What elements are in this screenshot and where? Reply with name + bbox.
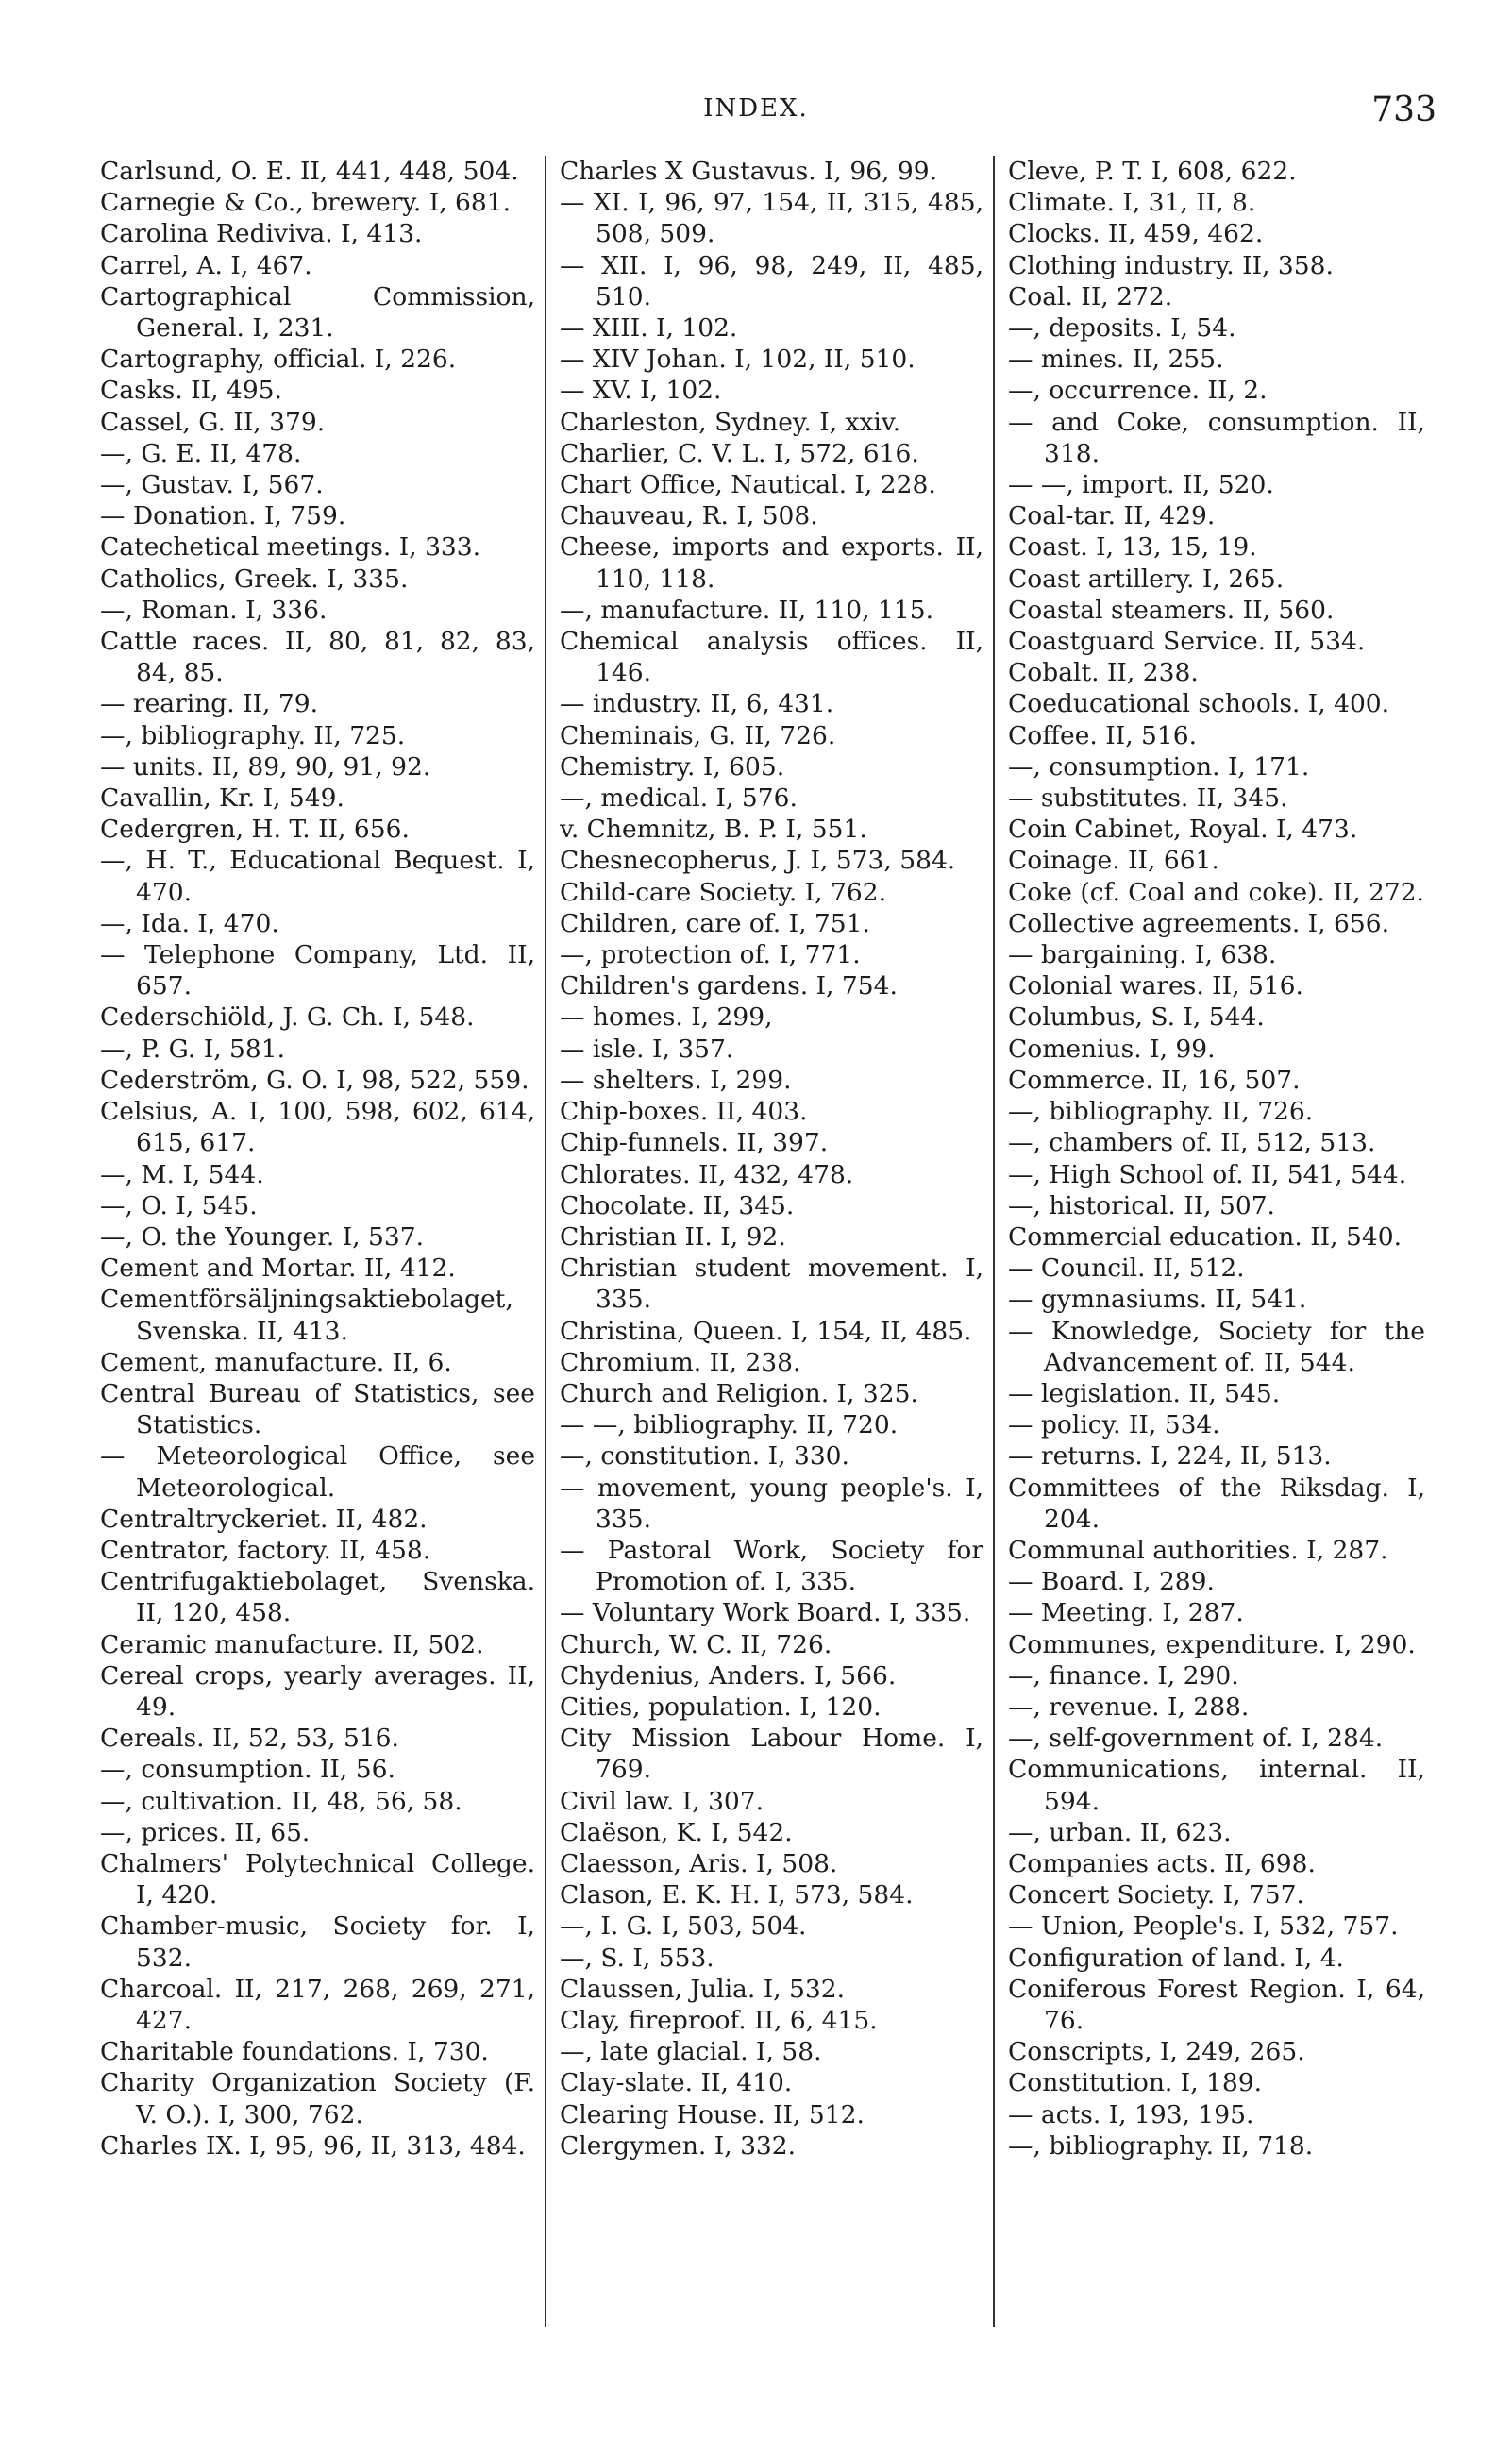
index-entry: — homes. I, 299, [560, 1002, 773, 1033]
index-entry: Coniferous Forest Region. I, 64, 76. [1008, 1974, 1425, 2035]
index-entry: Coastal steamers. II, 560. [1008, 595, 1335, 625]
index-entry: Cement and Mortar. II, 412. [100, 1254, 456, 1284]
index-entry: — Donation. I, 759. [100, 501, 346, 531]
index-entry: Ceramic manufacture. II, 502. [100, 1629, 484, 1659]
index-entry: Chlorates. II, 432, 478. [560, 1159, 854, 1189]
index-entry: — —, bibliography. II, 720. [560, 1410, 899, 1440]
index-entry: — bargaining. I, 638. [1008, 940, 1277, 970]
index-entry: —, consumption. II, 56. [100, 1755, 395, 1785]
index-entry: Cartography, official. I, 226. [100, 345, 457, 375]
index-entry: —, revenue. I, 288. [1008, 1691, 1250, 1722]
index-entry: Communal authorities. I, 287. [1008, 1535, 1388, 1565]
index-entry: Chocolate. II, 345. [560, 1190, 795, 1220]
index-entry: — policy. II, 534. [1008, 1410, 1220, 1440]
index-entry: Carrel, A. I, 467. [100, 250, 312, 280]
index-entry: Child-care Society. I, 762. [560, 877, 887, 907]
index-entry: —, G. E. II, 478. [100, 438, 302, 468]
index-entry: Cartographical Commission, General. I, 231. [100, 281, 535, 344]
index-entry: — Council. II, 512. [1008, 1254, 1245, 1284]
index-entry: Centraltryckeriet. II, 482. [100, 1504, 428, 1534]
index-entry: Coast. I, 13, 15, 19. [1008, 532, 1257, 563]
index-entry: Climate. I, 31, II, 8. [1008, 188, 1256, 218]
index-entry: Chalmers' Polytechnical College. I, 420. [100, 1848, 535, 1910]
index-entry: —, occurrence. II, 2. [1008, 376, 1268, 406]
index-entry: Casks. II, 495. [100, 376, 282, 406]
index-entry: — movement, young people's. I, 335. [560, 1473, 983, 1534]
index-entry: Charles X Gustavus. I, 96, 99. [560, 157, 938, 186]
index-entry: Commerce. II, 16, 507. [1008, 1065, 1301, 1095]
index-entry: Chamber-music, Society for. I, 532. [100, 1911, 535, 1973]
index-entry: — Telephone Company, Ltd. II, 657. [100, 940, 535, 1001]
index-entry: Claussen, Julia. I, 532. [560, 1974, 846, 2004]
index-entry: —, deposits. I, 54. [1008, 313, 1236, 344]
index-entry: Cleve, P. T. I, 608, 622. [1008, 157, 1297, 186]
index-entry: Coastguard Service. II, 534. [1008, 627, 1366, 657]
index-entry: — shelters. I, 299. [560, 1065, 792, 1095]
index-entry: — substitutes. II, 345. [1008, 783, 1288, 814]
index-entry: Coin Cabinet, Royal. I, 473. [1008, 815, 1358, 845]
index-entry: —, S. I, 553. [560, 1943, 714, 1973]
index-entry: — XI. I, 96, 97, 154, II, 315, 485, 508, 509. [560, 188, 983, 249]
index-entry: Coinage. II, 661. [1008, 846, 1219, 876]
page-title: INDEX. [703, 94, 809, 123]
index-entry: Cheese, imports and exports. II, 110, 118. [560, 532, 983, 594]
index-entry: Clay, fireproof. II, 6, 415. [560, 2005, 878, 2035]
index-entry: — Pastoral Work, Society for Promotion of. I, 335. [560, 1535, 983, 1597]
index-entry: Cheminais, G. II, 726. [560, 720, 836, 750]
index-entry: Clay-slate. II, 410. [560, 2068, 793, 2098]
index-entry: Charity Organization Society (F. V. O.). I, 300, 762. [100, 2068, 535, 2129]
index-entry: Chromium. II, 238. [560, 1347, 801, 1377]
index-entry: Centrifugaktiebolaget, Svenska. II, 120, 458. [100, 1567, 535, 1628]
index-entry: —, prices. II, 65. [100, 1817, 311, 1847]
index-entry: Cedergren, H. T. II, 656. [100, 815, 410, 845]
index-entry: Columbus, S. I, 544. [1008, 1002, 1265, 1033]
index-entry: —, constitution. I, 330. [560, 1441, 849, 1472]
index-entry: —, bibliography. II, 725. [100, 720, 406, 750]
index-entry: — Voluntary Work Board. I, 335. [560, 1598, 971, 1628]
index-entry: Carlsund, O. E. II, 441, 448, 504. [100, 157, 519, 186]
index-entry: Cattle races. II, 80, 81, 82, 83, 84, 85. [100, 627, 535, 688]
index-entry: Catechetical meetings. I, 333. [100, 532, 481, 563]
index-entry: Charitable foundations. I, 730. [100, 2037, 489, 2067]
index-entry: — legislation. II, 545. [1008, 1378, 1281, 1408]
index-entry: —, finance. I, 290. [1008, 1660, 1239, 1691]
index-entry: —, O. the Younger. I, 537. [100, 1221, 425, 1252]
index-entry: Chesnecopherus, J. I, 573, 584. [560, 846, 956, 876]
index-entry: Chip-boxes. II, 403. [560, 1097, 808, 1127]
index-entry: Colonial wares. II, 516. [1008, 971, 1303, 1001]
index-entry: Cavallin, Kr. I, 549. [100, 783, 344, 814]
index-entry: Chydenius, Anders. I, 566. [560, 1660, 897, 1691]
index-entry: Comenius. I, 99. [1008, 1034, 1216, 1064]
index-entry: Committees of the Riksdag. I, 204. [1008, 1473, 1425, 1534]
index-entry: Cementförsäljningsaktiebolaget, Svenska. II, 413. [100, 1285, 513, 1346]
index-entry: — gymnasiums. II, 541. [1008, 1285, 1307, 1315]
index-entry: Coeducational schools. I, 400. [1008, 689, 1390, 719]
index-entry: Collective agreements. I, 656. [1008, 908, 1389, 938]
index-entry: Communes, expenditure. I, 290. [1008, 1629, 1416, 1659]
index-entry: v. Chemnitz, B. P. I, 551. [560, 815, 867, 845]
page-number: 733 [1371, 91, 1436, 129]
index-entry: Cement, manufacture. II, 6. [100, 1347, 452, 1377]
index-entry: Conscripts, I, 249, 265. [1008, 2037, 1305, 2067]
index-entry: — —, import. II, 520. [1008, 470, 1274, 500]
index-entry: Constitution. I, 189. [1008, 2068, 1263, 2098]
index-entry: Coke (cf. Coal and coke). II, 272. [1008, 877, 1424, 907]
index-entry: Central Bureau of Statistics, see Statistics. [100, 1378, 535, 1440]
index-entry: —, Gustav. I, 567. [100, 470, 324, 500]
index-entry: Chip-funnels. II, 397. [560, 1128, 829, 1158]
index-entry: — returns. I, 224, II, 513. [1008, 1441, 1332, 1472]
index-entry: Clothing industry. II, 358. [1008, 250, 1334, 280]
index-entry: Church, W. C. II, 726. [560, 1629, 832, 1659]
index-entry: Commercial education. II, 540. [1008, 1221, 1402, 1252]
index-entry: —, I. G. I, 503, 504. [560, 1911, 807, 1942]
index-entry: Children, care of. I, 751. [560, 908, 870, 938]
index-entry: Cassel, G. II, 379. [100, 407, 326, 437]
index-entry: Cereal crops, yearly averages. II, 49. [100, 1660, 535, 1722]
index-entry: — Knowledge, Society for the Advancement of. II, 544. [1008, 1316, 1425, 1377]
index-entry: Christian student movement. I, 335. [560, 1254, 983, 1315]
running-head [0, 91, 1512, 142]
index-entry: —, High School of. II, 541, 544. [1008, 1159, 1407, 1189]
index-entry: Cobalt. II, 238. [1008, 658, 1199, 688]
index-entry: Carolina Rediviva. I, 413. [100, 219, 423, 249]
index-entry: —, protection of. I, 771. [560, 940, 861, 970]
index-entry: Charleston, Sydney. I, xxiv. [560, 407, 901, 437]
index-entry: Claëson, K. I, 542. [560, 1817, 793, 1847]
index-entry: Children's gardens. I, 754. [560, 971, 898, 1001]
index-entry: — XIII. I, 102. [560, 313, 738, 344]
index-entry: —, H. T., Educational Bequest. I, 470. [100, 846, 535, 907]
index-entry: Chemistry. I, 605. [560, 751, 785, 782]
index-entry: Chemical analysis offices. II, 146. [560, 627, 983, 688]
index-entry: Configuration of land. I, 4. [1008, 1943, 1344, 1973]
index-entry: — and Coke, consumption. II, 318. [1008, 407, 1425, 468]
index-entry: Claesson, Aris. I, 508. [560, 1848, 838, 1878]
index-entry: Cederschiöld, J. G. Ch. I, 548. [100, 1002, 475, 1033]
index-entry: — XII. I, 96, 98, 249, II, 485, 510. [560, 250, 983, 311]
index-entry: — XIV Johan. I, 102, II, 510. [560, 345, 916, 375]
index-entry: — Union, People's. I, 532, 757. [1008, 1911, 1399, 1942]
index-column-3 [993, 156, 1435, 2327]
index-entry: Coffee. II, 516. [1008, 720, 1198, 750]
index-entry: —, cultivation. II, 48, 56, 58. [100, 1786, 462, 1816]
index-entry: Church and Religion. I, 325. [560, 1378, 918, 1408]
index-entry: —, O. I, 545. [100, 1190, 258, 1220]
index-entry: — Meteorological Office, see Meteorological. [100, 1441, 535, 1503]
index-entry: —, chambers of. II, 512, 513. [1008, 1128, 1376, 1158]
index-entry: Carnegie & Co., brewery. I, 681. [100, 188, 512, 218]
index-entry: Christian II. I, 92. [560, 1221, 786, 1252]
index-entry: —, historical. II, 507. [1008, 1190, 1275, 1220]
index-entry: —, Roman. I, 336. [100, 595, 328, 625]
index-entry: —, medical. I, 576. [560, 783, 798, 814]
index-entry: — industry. II, 6, 431. [560, 689, 834, 719]
index-columns [94, 156, 1435, 2327]
index-entry: — isle. I, 357. [560, 1034, 734, 1064]
index-entry: Charlier, C. V. L. I, 572, 616. [560, 438, 919, 468]
index-entry: Clason, E. K. H. I, 573, 584. [560, 1880, 914, 1910]
index-entry: —, manufacture. II, 110, 115. [560, 595, 933, 625]
index-entry: Christina, Queen. I, 154, II, 485. [560, 1316, 972, 1346]
index-entry: — Board. I, 289. [1008, 1567, 1215, 1597]
index-entry: —, urban. II, 623. [1008, 1817, 1232, 1847]
index-entry: Coal. II, 272. [1008, 281, 1173, 311]
index-entry: Chart Office, Nautical. I, 228. [560, 470, 936, 500]
index-entry: City Mission Labour Home. I, 769. [560, 1724, 983, 1785]
index-entry: —, bibliography. II, 718. [1008, 2130, 1314, 2161]
index-entry: — mines. II, 255. [1008, 345, 1224, 375]
index-entry: —, late glacial. I, 58. [560, 2037, 822, 2067]
index-entry: — XV. I, 102. [560, 376, 722, 406]
index-entry: Cities, population. I, 120. [560, 1691, 882, 1722]
index-entry: —, Ida. I, 470. [100, 908, 279, 938]
index-entry: —, self-government of. I, 284. [1008, 1724, 1384, 1754]
index-entry: —, M. I, 544. [100, 1159, 264, 1189]
index-entry: — units. II, 89, 90, 91, 92. [100, 751, 431, 782]
index-entry: Cederström, G. O. I, 98, 522, 559. [100, 1065, 529, 1095]
index-entry: Coal-tar. II, 429. [1008, 501, 1216, 531]
index-entry: Clocks. II, 459, 462. [1008, 219, 1264, 249]
index-entry: — rearing. II, 79. [100, 689, 319, 719]
index-entry: Chauveau, R. I, 508. [560, 501, 818, 531]
index-entry: Concert Society. I, 757. [1008, 1880, 1304, 1910]
index-entry: Charcoal. II, 217, 268, 269, 271, 427. [100, 1974, 535, 2035]
index-entry: Clearing House. II, 512. [560, 2099, 865, 2129]
index-column-1 [94, 156, 545, 2327]
index-entry: —, bibliography. II, 726. [1008, 1097, 1314, 1127]
index-column-2 [545, 156, 993, 2327]
index-entry: Civil law. I, 307. [560, 1786, 764, 1816]
index-entry: Cereals. II, 52, 53, 516. [100, 1724, 399, 1754]
index-entry: Companies acts. II, 698. [1008, 1848, 1316, 1878]
index-entry: — Meeting. I, 287. [1008, 1598, 1244, 1628]
index-entry: Catholics, Greek. I, 335. [100, 564, 409, 594]
index-entry: Celsius, A. I, 100, 598, 602, 614, 615, 617. [100, 1097, 535, 1158]
index-entry: — acts. I, 193, 195. [1008, 2099, 1254, 2129]
index-entry: Centrator, factory. II, 458. [100, 1535, 431, 1565]
index-entry: Clergymen. I, 332. [560, 2130, 797, 2161]
index-entry: Communications, internal. II, 594. [1008, 1755, 1425, 1816]
index-entry: Charles IX. I, 95, 96, II, 313, 484. [100, 2130, 526, 2161]
index-entry: Coast artillery. I, 265. [1008, 564, 1285, 594]
index-entry: —, P. G. I, 581. [100, 1034, 286, 1064]
index-entry: —, consumption. I, 171. [1008, 751, 1310, 782]
